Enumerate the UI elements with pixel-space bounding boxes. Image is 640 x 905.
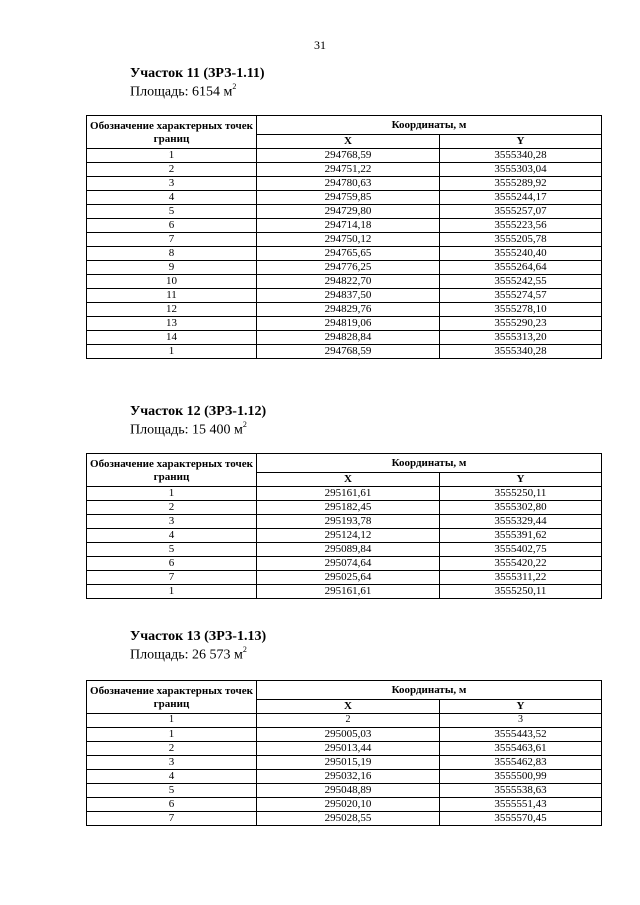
y-coordinate-cell: 3555462,83: [440, 756, 602, 770]
y-coordinate-cell: 3555420,22: [440, 557, 602, 571]
y-column-header: Y: [440, 700, 602, 714]
x-coordinate-cell: 294776,25: [257, 261, 440, 275]
x-coordinate-cell: 295124,12: [257, 529, 440, 543]
y-coordinate-cell: 3555250,11: [440, 487, 602, 501]
y-coordinate-cell: 3555289,92: [440, 177, 602, 191]
column-index-cell: 1: [87, 714, 257, 728]
table-row: [87, 149, 602, 163]
table-row: [87, 317, 602, 331]
x-coordinate-cell: 295182,45: [257, 501, 440, 515]
point-number-cell: 4: [87, 191, 257, 205]
point-number-cell: 3: [87, 515, 257, 529]
y-coordinate-cell: 3555223,56: [440, 219, 602, 233]
point-number-cell: 11: [87, 289, 257, 303]
y-coordinate-cell: 3555250,11: [440, 585, 602, 599]
coordinates-header: Координаты, м: [257, 454, 602, 473]
y-coordinate-cell: 3555205,78: [440, 233, 602, 247]
y-coordinate-cell: 3555303,04: [440, 163, 602, 177]
column-index-row: [87, 714, 602, 728]
table-row: [87, 345, 602, 359]
y-column-header: Y: [440, 473, 602, 487]
y-column-header: Y: [440, 135, 602, 149]
x-coordinate-cell: 294837,50: [257, 289, 440, 303]
point-number-cell: 1: [87, 149, 257, 163]
table-row: [87, 331, 602, 345]
y-coordinate-cell: 3555278,10: [440, 303, 602, 317]
x-coordinate-cell: 295025,64: [257, 571, 440, 585]
section-title: Участок 11 (ЗРЗ-1.11): [130, 66, 265, 81]
table-row: [87, 275, 602, 289]
point-number-cell: 1: [87, 345, 257, 359]
table-row: [87, 742, 602, 756]
x-coordinate-cell: 295074,64: [257, 557, 440, 571]
y-coordinate-cell: 3555391,62: [440, 529, 602, 543]
point-number-cell: 4: [87, 770, 257, 784]
table-row: [87, 191, 602, 205]
table-row: [87, 303, 602, 317]
area-unit-exponent: 2: [242, 420, 247, 429]
point-number-cell: 12: [87, 303, 257, 317]
table-row: [87, 585, 602, 599]
x-column-header: X: [257, 473, 440, 487]
section-area: [130, 421, 247, 439]
area-unit-exponent: 2: [232, 82, 237, 91]
point-number-cell: 9: [87, 261, 257, 275]
table-row: [87, 219, 602, 233]
point-number-cell: 10: [87, 275, 257, 289]
y-coordinate-cell: 3555242,55: [440, 275, 602, 289]
column-index-cell: 2: [257, 714, 440, 728]
x-coordinate-cell: 294829,76: [257, 303, 440, 317]
y-coordinate-cell: 3555329,44: [440, 515, 602, 529]
column-index-cell: 3: [440, 714, 602, 728]
x-coordinate-cell: 295013,44: [257, 742, 440, 756]
point-number-cell: 3: [87, 177, 257, 191]
point-number-cell: 4: [87, 529, 257, 543]
table-row: [87, 812, 602, 826]
table-row: [87, 261, 602, 275]
table-row: [87, 501, 602, 515]
point-number-cell: 2: [87, 742, 257, 756]
point-number-cell: 1: [87, 728, 257, 742]
coordinates-header: Координаты, м: [257, 681, 602, 700]
point-number-cell: 3: [87, 756, 257, 770]
points-column-header: Обозначение характерных точек границ: [87, 116, 257, 149]
y-coordinate-cell: 3555551,43: [440, 798, 602, 812]
x-coordinate-cell: 294714,18: [257, 219, 440, 233]
table-row: [87, 784, 602, 798]
x-coordinate-cell: 294819,06: [257, 317, 440, 331]
y-coordinate-cell: 3555340,28: [440, 149, 602, 163]
table-row: [87, 728, 602, 742]
x-coordinate-cell: 295048,89: [257, 784, 440, 798]
table-row: [87, 529, 602, 543]
x-coordinate-cell: 295089,84: [257, 543, 440, 557]
table-row: [87, 247, 602, 261]
x-column-header: X: [257, 135, 440, 149]
y-coordinate-cell: 3555463,61: [440, 742, 602, 756]
table-row: [87, 163, 602, 177]
point-number-cell: 1: [87, 585, 257, 599]
point-number-cell: 8: [87, 247, 257, 261]
table-row: [87, 557, 602, 571]
section-area: [130, 83, 236, 101]
section-title: Участок 13 (ЗРЗ-1.13): [130, 629, 267, 644]
y-coordinate-cell: 3555402,75: [440, 543, 602, 557]
page-number: 31: [314, 38, 326, 52]
x-coordinate-cell: 295028,55: [257, 812, 440, 826]
coordinates-table: [86, 453, 602, 599]
point-number-cell: 7: [87, 571, 257, 585]
point-number-cell: 2: [87, 163, 257, 177]
y-coordinate-cell: 3555538,63: [440, 784, 602, 798]
table-row: [87, 543, 602, 557]
table-row: [87, 571, 602, 585]
x-coordinate-cell: 294750,12: [257, 233, 440, 247]
coordinates-header: Координаты, м: [257, 116, 602, 135]
x-coordinate-cell: 294759,85: [257, 191, 440, 205]
y-coordinate-cell: 3555290,23: [440, 317, 602, 331]
point-number-cell: 14: [87, 331, 257, 345]
section-title: Участок 12 (ЗРЗ-1.12): [130, 404, 267, 419]
x-coordinate-cell: 295005,03: [257, 728, 440, 742]
y-coordinate-cell: 3555302,80: [440, 501, 602, 515]
y-coordinate-cell: 3555264,64: [440, 261, 602, 275]
y-coordinate-cell: 3555313,20: [440, 331, 602, 345]
table-row: [87, 233, 602, 247]
x-coordinate-cell: 294822,70: [257, 275, 440, 289]
table-row: [87, 205, 602, 219]
table-row: [87, 289, 602, 303]
y-coordinate-cell: 3555257,07: [440, 205, 602, 219]
y-coordinate-cell: 3555500,99: [440, 770, 602, 784]
point-number-cell: 6: [87, 798, 257, 812]
y-coordinate-cell: 3555443,52: [440, 728, 602, 742]
x-column-header: X: [257, 700, 440, 714]
x-coordinate-cell: 294768,59: [257, 149, 440, 163]
point-number-cell: 5: [87, 543, 257, 557]
x-coordinate-cell: 295161,61: [257, 487, 440, 501]
coordinates-table: [86, 115, 602, 359]
x-coordinate-cell: 295193,78: [257, 515, 440, 529]
point-number-cell: 1: [87, 487, 257, 501]
point-number-cell: 13: [87, 317, 257, 331]
coordinates-table: [86, 680, 602, 826]
x-coordinate-cell: 295161,61: [257, 585, 440, 599]
area-text: Площадь: 15 400 м: [130, 422, 243, 438]
area-unit-exponent: 2: [242, 645, 247, 654]
y-coordinate-cell: 3555274,57: [440, 289, 602, 303]
points-column-header: Обозначение характерных точек границ: [87, 454, 257, 487]
x-coordinate-cell: 295015,19: [257, 756, 440, 770]
point-number-cell: 6: [87, 557, 257, 571]
point-number-cell: 5: [87, 784, 257, 798]
y-coordinate-cell: 3555244,17: [440, 191, 602, 205]
x-coordinate-cell: 294828,84: [257, 331, 440, 345]
point-number-cell: 6: [87, 219, 257, 233]
x-coordinate-cell: 295032,16: [257, 770, 440, 784]
table-row: [87, 515, 602, 529]
x-coordinate-cell: 294768,59: [257, 345, 440, 359]
table-row: [87, 770, 602, 784]
points-column-header: Обозначение характерных точек границ: [87, 681, 257, 714]
table-row: [87, 487, 602, 501]
x-coordinate-cell: 294729,80: [257, 205, 440, 219]
x-coordinate-cell: 294765,65: [257, 247, 440, 261]
y-coordinate-cell: 3555311,22: [440, 571, 602, 585]
y-coordinate-cell: 3555240,40: [440, 247, 602, 261]
y-coordinate-cell: 3555570,45: [440, 812, 602, 826]
x-coordinate-cell: 295020,10: [257, 798, 440, 812]
table-row: [87, 756, 602, 770]
table-row: [87, 177, 602, 191]
table-row: [87, 798, 602, 812]
area-text: Площадь: 26 573 м: [130, 647, 243, 663]
x-coordinate-cell: 294751,22: [257, 163, 440, 177]
section-area: [130, 646, 247, 664]
point-number-cell: 7: [87, 812, 257, 826]
area-text: Площадь: 6154 м: [130, 84, 233, 100]
x-coordinate-cell: 294780,63: [257, 177, 440, 191]
point-number-cell: 7: [87, 233, 257, 247]
point-number-cell: 5: [87, 205, 257, 219]
point-number-cell: 2: [87, 501, 257, 515]
y-coordinate-cell: 3555340,28: [440, 345, 602, 359]
